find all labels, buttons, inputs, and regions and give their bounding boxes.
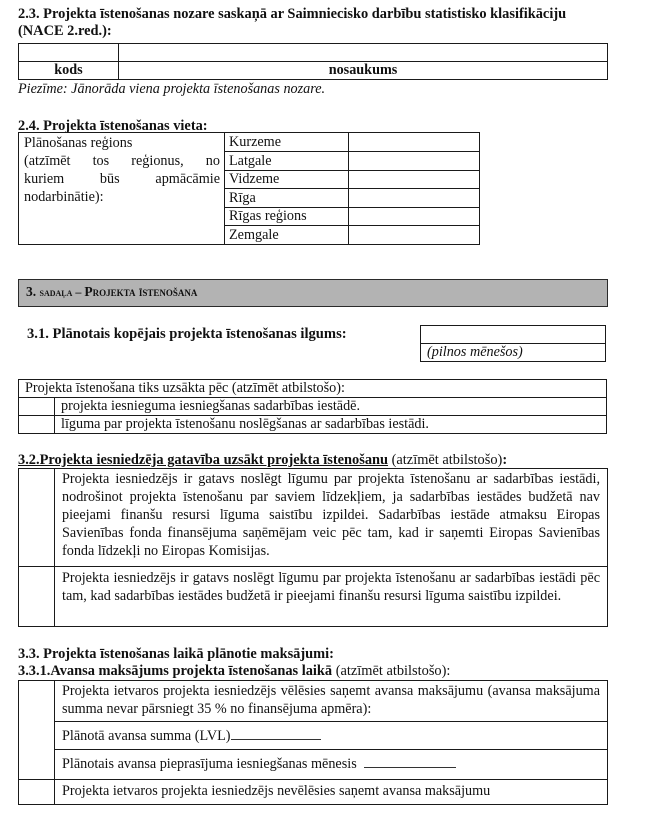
- duration-unit: (pilnos mēnešos): [427, 344, 523, 360]
- region-check-latgale[interactable]: [350, 152, 479, 170]
- section-3-title: [26, 283, 197, 301]
- section-3-number: 3.: [26, 284, 37, 299]
- advance-no-checkbox[interactable]: [19, 780, 54, 804]
- section-3-3-1-heading: [18, 662, 450, 680]
- start-option-2-checkbox[interactable]: [19, 416, 54, 433]
- region-check-rigas-regions[interactable]: [350, 207, 479, 225]
- regions-label: [24, 134, 220, 206]
- region-check-zemgale[interactable]: [350, 226, 479, 244]
- section-2-3-heading-line2: (NACE 2.red.):: [18, 23, 112, 39]
- region-name-latgale: Latgale: [229, 152, 272, 169]
- region-name-vidzeme: Vidzeme: [229, 171, 280, 187]
- advance-table: [18, 680, 608, 805]
- nace-name-input[interactable]: [119, 44, 607, 61]
- start-option-1-checkbox[interactable]: [19, 398, 54, 415]
- readiness-option-1-text: Projekta iesniedzējs ir gatavs noslēgt līgumu par projekta īstenošanu ar sadarbības iestādi, nodrošinot projekta īstenošanu par saviem līdzekļiem, ja sadarbības iestādes budžetā nav pieejami finanšu resursi līguma saistību izpildei. Sadarbības iestāde atmaksu Eiropas Savienības fonda finansējuma saņēmējam veic pēc tam, kad ir saņemti Eiropas Savienības fonda līdzekļi no Eiropas Komisijas.: [62, 471, 600, 559]
- advance-yes-text: Projekta ietvaros projekta iesniedzējs vēlēsies saņemt avansa maksājumu (avansa maksājuma summa nevar pārsniegt 35 % no finansējuma apmēra):: [62, 683, 600, 717]
- region-check-kurzeme[interactable]: [350, 133, 479, 151]
- start-table: [18, 379, 607, 434]
- section-3-header: [18, 279, 608, 307]
- duration-input[interactable]: [421, 326, 605, 343]
- section-2-3-heading: [18, 6, 618, 40]
- regions-label-line3: kuriem būs apmācāmie: [24, 171, 220, 187]
- section-3-label: sadaļa –: [39, 285, 85, 299]
- readiness-col-divider: [54, 469, 55, 626]
- section-3-2-title: 3.2.Projekta iesniedzēja gatavība uzsākt projekta īstenošanu: [18, 452, 389, 468]
- advance-month-row: [62, 753, 600, 773]
- advance-no-text: Projekta ietvaros projekta iesniedzējs nevēlēsies saņemt avansa maksājumu: [62, 783, 491, 799]
- region-name-zemgale: Zemgale: [229, 226, 279, 243]
- regions-table: [18, 132, 480, 245]
- advance-amount-row: [62, 725, 600, 745]
- nace-code-input[interactable]: [19, 44, 118, 61]
- regions-label-line1: Plānošanas reģions: [24, 135, 133, 151]
- nace-code-label: kods: [54, 62, 83, 78]
- advance-month-label: Plānotais avansa pieprasījuma iesniegšanas mēnesis: [62, 756, 357, 772]
- nace-name-label: nosaukums: [328, 62, 398, 78]
- advance-col-divider: [54, 681, 55, 804]
- section-3-3-heading: 3.3. Projekta īstenošanas laikā plānotie maksājumi:: [18, 646, 334, 662]
- advance-row-divider: [54, 721, 607, 722]
- start-table-col-divider: [54, 397, 55, 433]
- regions-label-line4: nodarbinātie):: [24, 189, 104, 205]
- region-check-riga[interactable]: [350, 189, 479, 207]
- section-3-3-1-title: 3.3.1.Avansa maksājums projekta īstenošanas laikā: [18, 663, 333, 679]
- region-name-riga: Rīga: [229, 189, 256, 206]
- nace-table: [18, 43, 608, 80]
- advance-month-input[interactable]: [364, 753, 456, 768]
- advance-yes-checkbox[interactable]: [19, 681, 54, 779]
- readiness-table: [18, 468, 608, 627]
- readiness-option-2-text: Projekta iesniedzējs ir gatavs noslēgt līgumu par projekta īstenošanu ar sadarbības iestādi pēc tam, kad sadarbības iestādes budžetā ir pieejami finanšu resursi līguma saistību izpildei.: [62, 570, 600, 604]
- advance-row-divider: [54, 749, 607, 750]
- region-check-vidzeme[interactable]: [350, 170, 479, 188]
- readiness-option-1-checkbox[interactable]: [19, 469, 54, 566]
- start-option-2-label: līguma par projekta īstenošanu noslēgšanas ar sadarbības iestādi.: [61, 416, 429, 432]
- start-question: Projekta īstenošana tiks uzsākta pēc (atzīmēt atbilstošo):: [25, 380, 345, 396]
- advance-amount-label: Plānotā avansa summa (LVL): [62, 728, 231, 744]
- section-2-4-heading: 2.4. Projekta īstenošanas vieta:: [18, 118, 208, 134]
- section-3-2-colon: :: [502, 452, 508, 468]
- readiness-row-divider: [19, 566, 607, 567]
- advance-row-divider: [19, 779, 607, 780]
- nace-note: Piezīme: Jānorāda viena projekta īstenošanas nozare.: [18, 81, 326, 97]
- section-3-2-heading: [18, 451, 507, 469]
- readiness-option-2-checkbox[interactable]: [19, 567, 54, 626]
- section-3-2-hint: (atzīmēt atbilstošo): [388, 452, 503, 468]
- section-3-name: Projekta īstenošana: [84, 284, 198, 299]
- duration-box: [420, 325, 606, 362]
- section-2-3-heading-line1: 2.3. Projekta īstenošanas nozare saskaņā ar Saimniecisko darbību statistisko klasifikāciju: [18, 6, 567, 22]
- section-3-1-heading: 3.1. Plānotais kopējais projekta īstenošanas ilgums:: [27, 326, 347, 342]
- advance-amount-input[interactable]: [231, 725, 321, 740]
- region-name-kurzeme: Kurzeme: [229, 134, 281, 150]
- regions-label-line2: (atzīmēt tos reģionus, no: [24, 153, 220, 169]
- section-3-3-1-hint: (atzīmēt atbilstošo):: [332, 663, 451, 679]
- start-option-1-label: projekta iesnieguma iesniegšanas sadarbības iestādē.: [61, 398, 361, 414]
- region-name-rigas-regions: Rīgas reģions: [229, 208, 307, 224]
